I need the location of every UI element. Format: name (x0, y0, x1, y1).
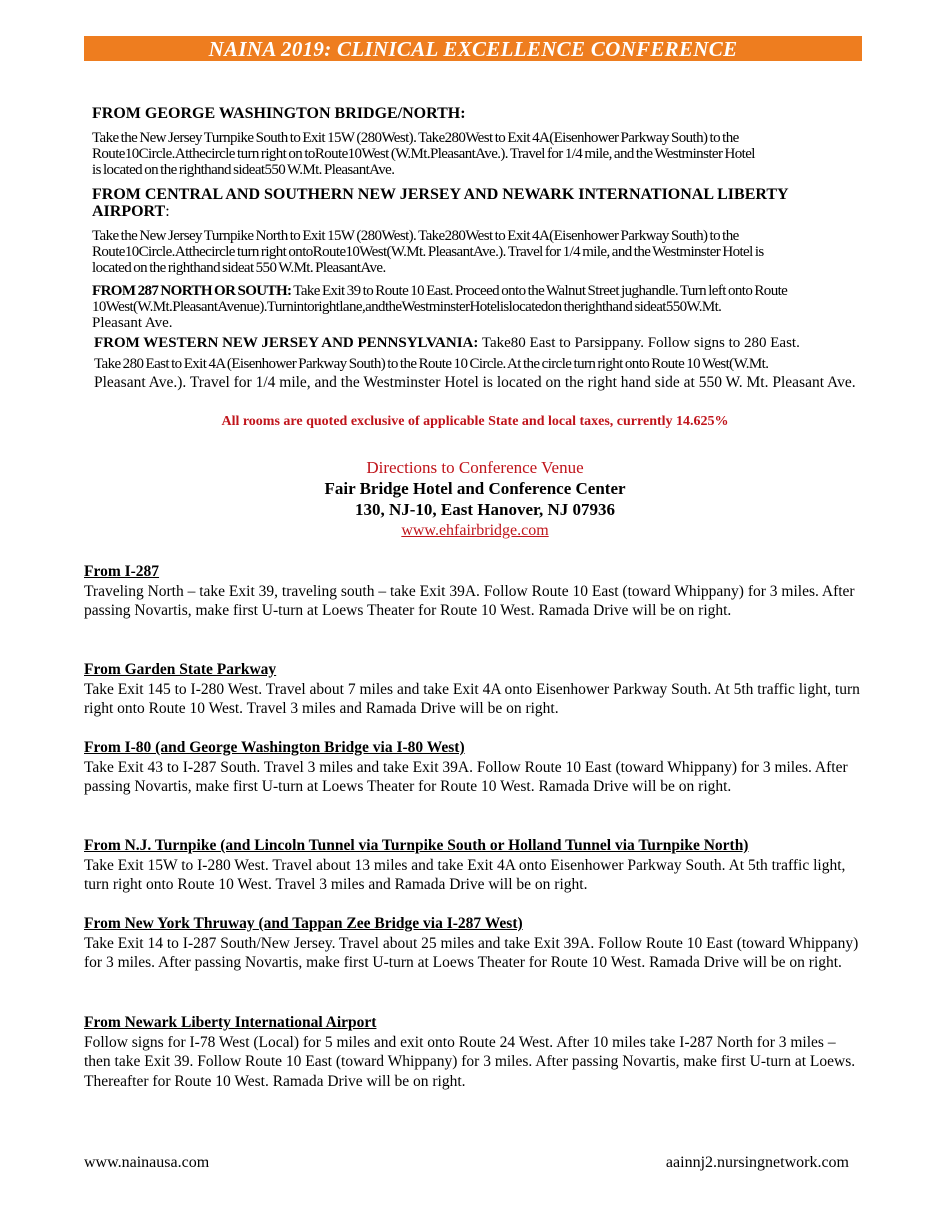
hotel-direction-western-nj (94, 335, 944, 391)
direction-title: From N.J. Turnpike (and Lincoln Tunnel via Turnpike South or Holland Tunnel via Turnpike North) (84, 837, 749, 854)
venue-direction-ny-thruway (84, 914, 864, 973)
venue-name: Fair Bridge Hotel and Conference Center (324, 479, 626, 498)
section-heading: FROM CENTRAL AND SOUTHERN NEW JERSEY AND NEWARK INTERNATIONAL LIBERTY (92, 186, 789, 203)
direction-text: Take Exit 15W to I-280 West. Travel about 13 miles and take Exit 4A onto Eisenhower Parkway South. At 5th traffic light, turn right onto Route 10 West. Travel 3 miles and Ramada Drive will be on right. (84, 856, 846, 893)
direction-line: Take Exit 39 to Route 10 East. Proceed onto the Walnut Street jughandle. Turn left onto Route (291, 283, 788, 299)
venue-direction-gsp (84, 660, 864, 719)
direction-title: From Garden State Parkway (84, 661, 277, 678)
heading-colon: : (165, 203, 170, 220)
conference-banner: NAINA 2019: CLINICAL EXCELLENCE CONFERENCE (84, 36, 862, 61)
direction-line: located on the righthand sideat 550 W.Mt. PleasantAve. (92, 260, 386, 276)
venue-block (0, 457, 950, 541)
direction-title: From I-80 (and George Washington Bridge via I-80 West) (84, 739, 465, 756)
direction-line: Route10Circle.Atthecircle turn right ontoRoute10West(W.Mt. PleasantAve.). Travel for 1/4 mile, and the Westminster Hotel is (92, 244, 764, 260)
venue-title: Directions to Conference Venue (366, 458, 584, 477)
section-heading: FROM GEORGE WASHINGTON BRIDGE/NORTH: (92, 105, 466, 122)
direction-text: Take Exit 14 to I-287 South/New Jersey. Travel about 25 miles and take Exit 39A. Follow Route 10 East (toward Whippany) for 3 miles. After passing Novartis, make first U-turn at Loews Theater for Route 10 West. Ramada Drive will be on right. (84, 934, 859, 971)
venue-website-link[interactable]: www.ehfairbridge.com (401, 522, 549, 539)
tax-notice: All rooms are quoted exclusive of applicable State and local taxes, currently 14.625% (221, 414, 729, 429)
direction-text: Take Exit 145 to I-280 West. Travel about 7 miles and take Exit 4A onto Eisenhower Parkway South. At 5th traffic light, turn right onto Route 10 West. Travel 3 miles and Ramada Drive will be on right. (84, 680, 860, 717)
venue-direction-nj-turnpike (84, 836, 864, 895)
direction-text: Traveling North – take Exit 39, traveling south – take Exit 39A. Follow Route 10 East (toward Whippany) for 3 miles. After passing Novartis, make first U-turn at Loews Theater for Route 10 West. Ramada Drive will be on right. (84, 582, 855, 619)
direction-title: From New York Thruway (and Tappan Zee Bridge via I-287 West) (84, 915, 523, 932)
direction-line: Take the New Jersey Turnpike North to Exit 15W (280West). Take280West to Exit 4A(Eisenhower Parkway South) to the (92, 228, 739, 244)
venue-direction-newark-airport (84, 1013, 864, 1091)
section-heading: FROM WESTERN NEW JERSEY AND PENNSYLVANIA: (94, 335, 479, 351)
hotel-direction-287 (92, 283, 852, 332)
direction-line: Take the New Jersey Turnpike South to Exit 15W (280West). Take280West to Exit 4A(Eisenhower Parkway South) to the (92, 130, 739, 146)
direction-line: Take80 East to Parsippany. Follow signs to 280 East. (478, 335, 800, 351)
section-heading: FROM 287 NORTH OR SOUTH: (92, 283, 292, 299)
venue-direction-i80 (84, 738, 864, 797)
direction-line: 10West(W.Mt.PleasantAvenue).Turnintorightlane,andtheWestminsterHotelislocatedon therighthand sideat550W.Mt. (92, 299, 722, 315)
direction-text: Take Exit 43 to I-287 South. Travel 3 miles and take Exit 39A. Follow Route 10 East (toward Whippany) for 3 miles. After passing Novartis, make first U-turn at Loews Theater for Route 10 West. Ramada Drive will be on right. (84, 758, 848, 795)
direction-line: Pleasant Ave.). Travel for 1/4 mile, and the Westminster Hotel is located on the right hand side at 550 W. Mt. Pleasant Ave. (94, 374, 856, 391)
venue-address: 130, NJ-10, East Hanover, NJ 07936 (354, 500, 616, 519)
direction-title: From Newark Liberty International Airport (84, 1014, 377, 1031)
hotel-direction-gwb (92, 105, 852, 178)
direction-text: Follow signs for I-78 West (Local) for 5 miles and exit onto Route 24 West. After 10 miles take I-287 North for 3 miles – then take Exit 39. Follow Route 10 East (toward Whippany) for 3 miles. After passing Novartis, make first U-turn at Loews. Thereafter for Route 10 West. Ramada Drive will be on right. (84, 1033, 856, 1090)
footer-left-link[interactable]: www.nainausa.com (84, 1154, 210, 1171)
venue-direction-i287 (84, 562, 864, 621)
direction-line: Take 280 East to Exit 4A (Eisenhower Parkway South) to the Route 10 Circle. At the circle turn right onto Route 10 West(W.Mt. (94, 356, 769, 372)
direction-title: From I-287 (84, 563, 160, 580)
direction-line: Route10Circle.Atthecircle turn right on toRoute10West (W.Mt.PleasantAve.). Travel for 1/4 mile, and the Westminster Hotel (92, 146, 755, 162)
direction-line: is located on the righthand sideat550 W.Mt. PleasantAve. (92, 162, 395, 178)
footer-right-link[interactable]: aainnj2.nursingnetwork.com (665, 1154, 849, 1171)
direction-line: Pleasant Ave. (92, 315, 173, 331)
section-heading-cont: AIRPORT (92, 203, 166, 220)
hotel-direction-central-nj (92, 186, 852, 276)
